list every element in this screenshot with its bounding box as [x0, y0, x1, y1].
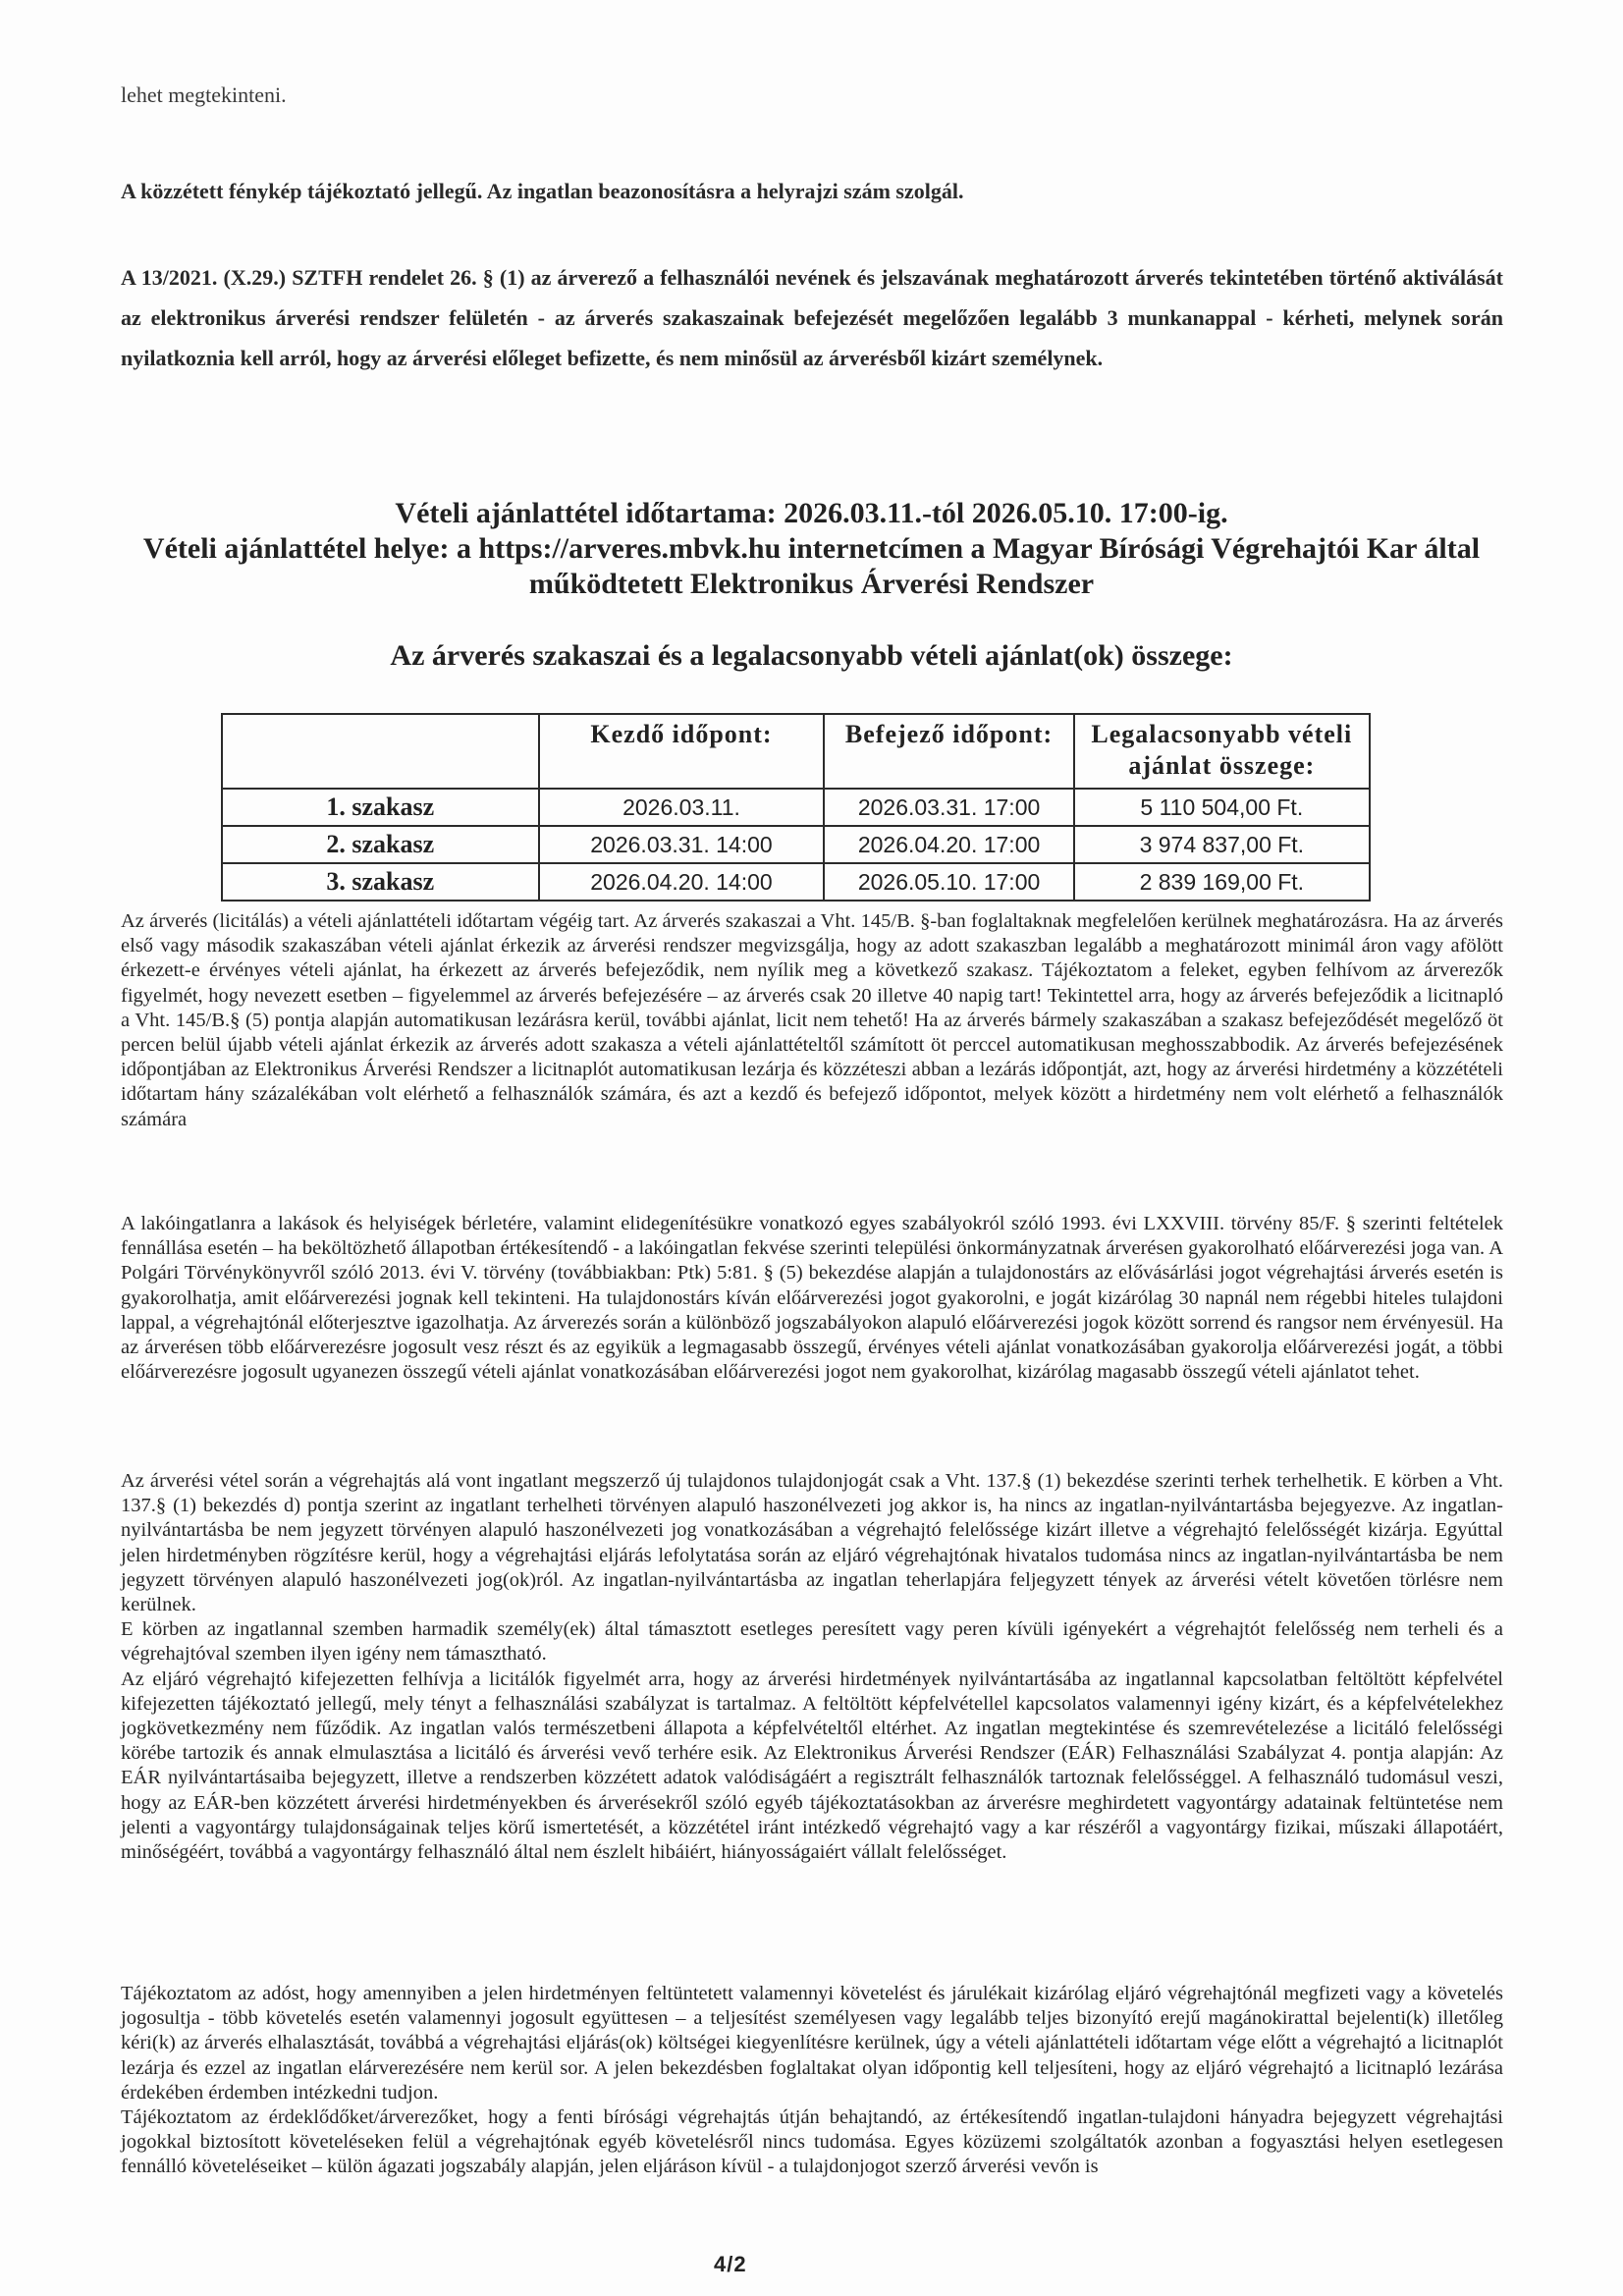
encumbrances-paragraph: Az árverési vétel során a végrehajtás alá vont ingatlant megszerző új tulajdonos tulajdonjogát csak a Vht. 137.§ (1) bekezdése szerinti terhek terhelhetik. E körben a Vht. 137.§ (1) bekezdés d) pontja szerint az ingatlant terhelheti törvényen alapuló haszonélvezeti jog akkor is, ha nincs az ingatlan-nyilvántartásba bejegyezve. Az ingatlan-nyilvántartásba be nem jegyzett törvényen alapuló haszonélvezeti jog vonatkozásában a végrehajtó felelőssége kizárt illetve a végrehajtó felelősségét kizárja. Egyúttal jelen hirdetményben rögzítésre kerül, hogy a végrehajtási eljárás lefolytatása során az eljáró végrehajtónak hivatalos tudomása nincs az ingatlan-nyilvántartásba be nem jegyzett törvényen alapuló haszonélvezeti jog(ok)ról. Az ingatlan-nyilvántartásba az ingatlan teherlapjára feljegyzett tények az árverési vételt követően törlésre nem kerülnek.: [121, 1470, 1503, 1616]
encumbrances-section: [121, 1469, 1503, 1865]
auction-duration-paragraph: Az árverés (licitálás) a vételi ajánlattételi időtartam végéig tart. Az árverés szakaszai a Vht. 145/B. §-ban foglaltaknak megfelelően kerülnek meghatározásra. Ha az árverés első vagy második szakaszában vételi ajánlat érkezik az árverési rendszer megvizsgálja, hogy az adott szakaszban legalább a meghatározott minimál áron vagy afölött érkezett-e érvényes vételi ajánlat, ha érkezett az árverés befejeződik, nem nyílik meg a következő szakasz. Tájékoztatom a feleket, egyben felhívom az árverezők figyelmét, hogy nevezett esetben – figyelemmel az árverés befejezésére – az árverés csak 20 illetve 40 napig tart! Tekintettel arra, hogy az árverés befejeződik a licitnapló a Vht. 145/B.§ (5) pontja alapján automatikusan lezárásra kerül, további ajánlat, licit nem tehető! Ha az árverés bármely szakaszában a szakasz befejeződését megelőző öt percen belül újabb vételi ajánlat érkezik az árverés adott szakasza a vételi ajánlattételtől számított öt perccel automatikusan meghosszabbodik. Az árverés befejezésének időpontjában az Elektronikus Árverési Rendszer a licitnaplót automatikusan lezárja és közzéteszi abban a lezárás időpontját, azt, hogy az árverési hirdetmény a közzétételi időtartam hány százalékában volt elérhető a felhasználók számára, és azt a kezdő és befejező időpontot, melyek között a hirdetmény nem volt elérhető a felhasználók számára: [121, 910, 1503, 1130]
preemption-paragraph: A lakóingatlanra a lakások és helyiségek bérletére, valamint elidegenítésükre vonatkozó egyes szabályokról szóló 1993. évi LXXVIII. törvény 85/F. § szerinti feltételek fennállása esetén – ha beköltözhető állapotban értékesítendő - a lakóingatlan fekvése szerinti települési önkormányzatnak árverésen gyakorolható előárverezési joga van. A Polgári Törvénykönyvről szóló 2013. évi V. törvény (továbbiakban: Ptk) 5:81. § (5) bekezdése alapján a tulajdonostárs az elővásárlási jogot végrehajtási árverés esetén is gyakorolhatja, amit előárverezési jognak kell tekinteni. Ha tulajdonostárs kíván előárverezési jogot gyakorolni, e jogát kizárólag 30 napnál nem régebbi hiteles tulajdoni lappal, a végrehajtónál előterjesztve igazolhatja. Az árverezés során a különböző jogszabályokon alapuló előárverezési jogok között sorrend és rangsor nem érvényesül. Ha az árverésen több előárverezésre jogosult vesz részt és az egyikük a legmagasabb összegű, érvényes vételi ajánlat vonatkozásában gyakorolja előárverezési jogát, a többi előárverezésre jogosult ugyanezen összegű vételi ajánlat vonatkozásában előárverezési jogot nem gyakorolhat, kizárólag magasabb összegű vételi ajánlatot tehet.: [121, 1213, 1503, 1384]
debtor-info-paragraph: Tájékoztatom az adóst, hogy amennyiben a jelen hirdetményen feltüntetett valamennyi követelést és járulékait kizárólag eljáró végrehajtónál megfizeti vagy a követelés jogosultja - több követelés esetén valamennyi jogosult együttesen – a teljesítést személyesen vagy legalább teljes bizonyító erejű magánokirattal bejelenti(k) illetőleg kéri(k) az árverés elhalasztását, továbbá a végrehajtási eljárás(ok) költségei kiegyenlítésre kerülnek, úgy a vételi ajánlattételi időtartam vége előtt a végrehajtó a licitnaplót lezárja és ezzel az ingatlan elárverezésére nem kerül sor. A jelen bekezdésben foglaltakat olyan időpontig kell teljesíteni, hogy az eljáró végrehajtó a licitnapló lezárása érdekében érdemben intézkedni tudjon.: [121, 1983, 1503, 2104]
stages-heading: Az árverés szakaszai és a legalacsonyabb vételi ajánlat(ok) összege:: [390, 639, 1233, 672]
stage-min-bid: 2 839 169,00 Ft.: [1074, 863, 1370, 901]
bid-duration-heading: Vételi ajánlattétel időtartama: 2026.03.11.-tól 2026.05.10. 17:00-ig.: [395, 497, 1228, 529]
table-header-end: Befejező időpont:: [824, 714, 1073, 789]
stage-start: 2026.03.11.: [539, 789, 825, 826]
preemption-section: [121, 1212, 1503, 1385]
stage-min-bid: 3 974 837,00 Ft.: [1074, 826, 1370, 863]
table-row: [222, 789, 1370, 826]
stage-end: 2026.04.20. 17:00: [824, 826, 1073, 863]
stage-end: 2026.05.10. 17:00: [824, 863, 1073, 901]
table-header-empty: [222, 714, 539, 789]
auction-duration-section: [121, 909, 1503, 1132]
stage-start: 2026.03.31. 14:00: [539, 826, 825, 863]
top-fragment: lehet megtekinteni.: [121, 82, 287, 107]
page-number: 4/2: [714, 2252, 747, 2276]
stage-name: 3. szakasz: [222, 863, 539, 901]
table-header-row: [222, 714, 1370, 789]
photos-paragraph: Az eljáró végrehajtó kifejezetten felhívja a licitálók figyelmét arra, hogy az árverési hirdetmények nyilvántartásába az ingatlannal kapcsolatban feltöltött képfelvétel kifejezetten tájékoztató jellegű, mely tényt a felhasználási szabályzat is tartalmaz. A feltöltött képfelvétellel kapcsolatos valamennyi igény kizárt, és a képfelvételekhez jogkövetkezmény nem fűződik. Az ingatlan valós természetbeni állapota a képfelvételtől eltérhet. Az ingatlan megtekintése és szemrevételezése a licitáló felelősségi körébe tartozik és annak elmulasztása a licitáló és árverési vevő terhére esik. Az Elektronikus Árverési Rendszer (EÁR) Felhasználási Szabályzat 4. pontja alapján: Az EÁR nyilvántartásaiba bejegyzett, illetve a rendszerben közzétett adatok valódiságáért a regisztrált felhasználók tartoznak felelősséggel. A felhasználó tudomásul veszi, hogy az EÁR-ben közzétett árverési hirdetményekben és árverésekről szóló egyéb tájékoztatásokban az árverésre meghirdetett vagyontárgy adatainak feltüntetése nem jelenti a vagyontárgy tulajdonságainak teljes körű ismertetését, a közzététel iránt intézkedő végrehajtó vagy a kar részéről a vagyontárgy fizikai, műszaki állapotáért, minőségéért, továbbá a vagyontárgy felhasználó által nem észlelt hibáiért, hiányosságaiért vállalt felelősséget.: [121, 1667, 1503, 1864]
rendelet-paragraph: A 13/2021. (X.29.) SZTFH rendelet 26. § (1) az árverező a felhasználói nevének és jelszavának meghatározott árverés tekintetében történő aktiválását az elektronikus árverési rendszer felületén - az árverés szakaszainak befejezését megelőzően legalább 3 munkanappal - kérheti, melynek során nyilatkoznia kell arról, hogy az árverési előleget befizette, és nem minősül az árverésből kizárt személynek.: [121, 265, 1503, 370]
table-row: [222, 826, 1370, 863]
stages-table: [221, 713, 1371, 902]
table-header-start: Kezdő időpont:: [539, 714, 825, 789]
stage-min-bid: 5 110 504,00 Ft.: [1074, 789, 1370, 826]
stage-start: 2026.04.20. 14:00: [539, 863, 825, 901]
table-header-min-bid: Legalacsonyabb vételi ajánlat összege:: [1074, 714, 1370, 789]
stage-end: 2026.03.31. 17:00: [824, 789, 1073, 826]
debtor-section: [121, 1982, 1503, 2180]
third-party-paragraph: E körben az ingatlannal szemben harmadik személy(ek) által támasztott esetleges peresített vagy peren kívüli igényekért a végrehajtót felelősség nem terheli és a végrehajtóval szemben ilyen igény nem támasztható.: [121, 1618, 1503, 1666]
stage-name: 2. szakasz: [222, 826, 539, 863]
stage-name: 1. szakasz: [222, 789, 539, 826]
bid-place-heading: Vételi ajánlattétel helye: a https://arveres.mbvk.hu internetcímen a Magyar Bírósági Végrehajtói Kar által működtetett Elektronikus Árverési Rendszer: [142, 532, 1481, 600]
photo-note: A közzétett fénykép tájékoztató jellegű. Az ingatlan beazonosításra a helyrajzi szám szolgál.: [121, 179, 964, 203]
bidders-info-paragraph: Tájékoztatom az érdeklődőket/árverezőket, hogy a fenti bírósági végrehajtás útján behajtandó, az értékesítendő ingatlan-tulajdoni hányadra bejegyzett végrehajtási jogokkal biztosított követeléseken felül a végrehajtónak egyéb követelésről nincs tudomása. Egyes közüzemi szolgáltatók azonban a fogyasztási helyen esetlegesen fennálló követeléseiket – külön ágazati jogszabály alapján, jelen eljáráson kívül - a tulajdonjogot szerző árverési vevőn is: [121, 2106, 1503, 2178]
table-row: [222, 863, 1370, 901]
